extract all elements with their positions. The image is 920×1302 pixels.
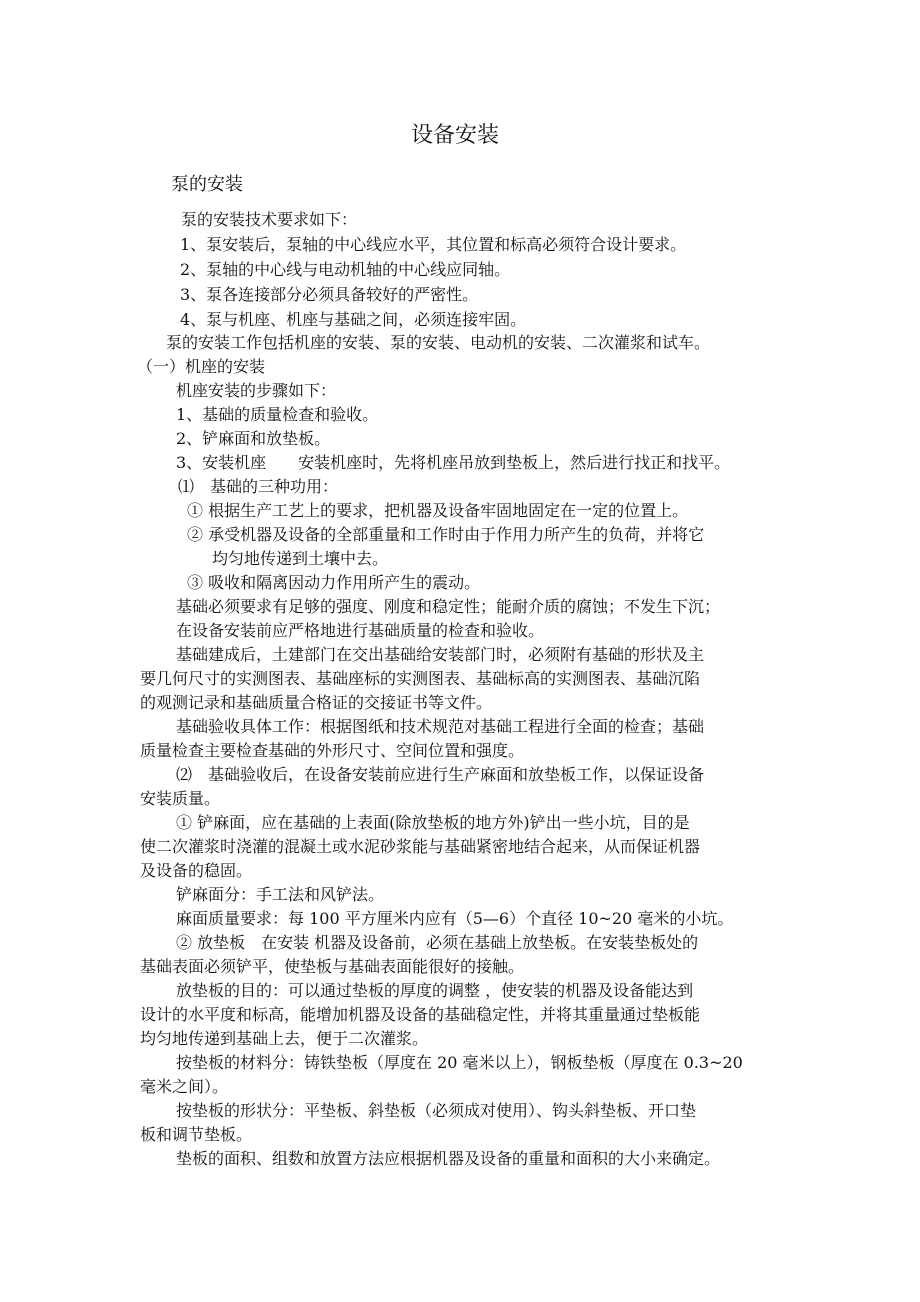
sub-heading: ⑴ 基础的三种功用：: [178, 477, 339, 496]
paragraph-line: 使二次灌浆时浇灌的混凝土或水泥砂浆能与基础紧密地结合起来，从而保证机器: [140, 837, 701, 856]
paragraph-line: 质量检查主要检查基础的外形尺寸、空间位置和强度。: [140, 741, 525, 760]
requirement-item: 1、泵安装后，泵轴的中心线应水平，其位置和标高必须符合设计要求。: [180, 235, 687, 254]
function-item: ② 承受机器及设备的全部重量和工作时由于作用力所产生的负荷，并将它: [187, 525, 705, 544]
paragraph-line: ① 铲麻面，应在基础的上表面(除放垫板的地方外)铲出一些小坑，目的是: [176, 813, 690, 832]
paragraph-line: ⑵ 基础验收后，在设备安装前应进行生产麻面和放垫板工作，以保证设备: [176, 765, 705, 784]
paragraph-line: 基础建成后，土建部门在交出基础给安装部门时，必须附有基础的形状及主: [176, 645, 705, 664]
paragraph-line: 要几何尺寸的实测图表、基础座标的实测图表、基础标高的实测图表、基础沉陷: [140, 669, 701, 688]
paragraph-line: ② 放垫板 在安装 机器及设备前，必须在基础上放垫板。在安装垫板处的: [176, 933, 699, 952]
paragraph-line: 的观测记录和基础质量合格证的交接证书等文件。: [140, 693, 493, 712]
paragraph-line: 及设备的稳固。: [140, 861, 253, 880]
paragraph-line: 在设备安装前应严格地进行基础质量的检查和验收。: [176, 621, 545, 640]
requirement-item: 4、泵与机座、机座与基础之间，必须连接牢固。: [180, 310, 527, 329]
paragraph-line: 铲麻面分：手工法和风铲法。: [176, 885, 385, 904]
paragraph-line: 安装质量。: [140, 789, 221, 808]
requirements-intro: 泵的安装技术要求如下：: [181, 210, 358, 229]
paragraph-line: 麻面质量要求：每 100 平方厘米内应有（5—6）个直径 10~20 毫米的小坑。: [176, 909, 734, 928]
step-item: 3、安装机座 安装机座时，先将机座吊放到垫板上，然后进行找正和找平。: [176, 453, 731, 472]
section-heading: 泵的安装: [171, 174, 243, 195]
paragraph-line: 基础验收具体工作：根据图纸和技术规范对基础工程进行全面的检查；基础: [176, 717, 705, 736]
paragraph-line: 设计的水平度和标高，能增加机器及设备的基础稳定性，并将其重量通过垫板能: [140, 1005, 701, 1024]
requirement-item: 3、泵各连接部分必须具备较好的严密性。: [180, 285, 479, 304]
function-item: ① 根据生产工艺上的要求，把机器及设备牢固地固定在一定的位置上。: [187, 501, 689, 520]
requirement-item: 2、泵轴的中心线与电动机轴的中心线应同轴。: [180, 260, 511, 279]
function-item: ③ 吸收和隔离因动力作用所产生的震动。: [187, 573, 481, 592]
paragraph-line: 毫米之间）。: [140, 1077, 229, 1096]
paragraph-line: 基础必须要求有足够的强度、刚度和稳定性；能耐介质的腐蚀；不发生下沉；: [176, 597, 721, 616]
paragraph-line: 按垫板的材料分：铸铁垫板（厚度在 20 毫米以上），钢板垫板（厚度在 0.3~20: [176, 1053, 743, 1072]
paragraph-line: 垫板的面积、组数和放置方法应根据机器及设备的重量和面积的大小来确定。: [176, 1149, 721, 1168]
step-item: 1、基础的质量检查和验收。: [176, 405, 379, 424]
function-item-continued: 均匀地传递到土壤中去。: [212, 549, 389, 568]
requirements-summary: 泵的安装工作包括机座的安装、泵的安装、电动机的安装、二次灌浆和试车。: [166, 333, 711, 352]
paragraph-line: 按垫板的形状分：平垫板、斜垫板（必须成对使用）、钩头斜垫板、开口垫: [176, 1101, 697, 1120]
paragraph-line: 板和调节垫板。: [140, 1125, 253, 1144]
document-title: 设备安装: [411, 123, 500, 148]
paragraph-line: 放垫板的目的：可以通过垫板的厚度的调整 ，使安装的机器及设备能达到: [176, 981, 694, 1000]
paragraph-line: 基础表面必须铲平，使垫板与基础表面能很好的接触。: [140, 957, 525, 976]
paragraph-line: 均匀地传递到基础上去，便于二次灌浆。: [140, 1029, 429, 1048]
step-item: 2、铲麻面和放垫板。: [176, 429, 331, 448]
subsection-heading: （一）机座的安装: [137, 357, 266, 376]
paragraph-line: 机座安装的步骤如下：: [176, 381, 337, 400]
